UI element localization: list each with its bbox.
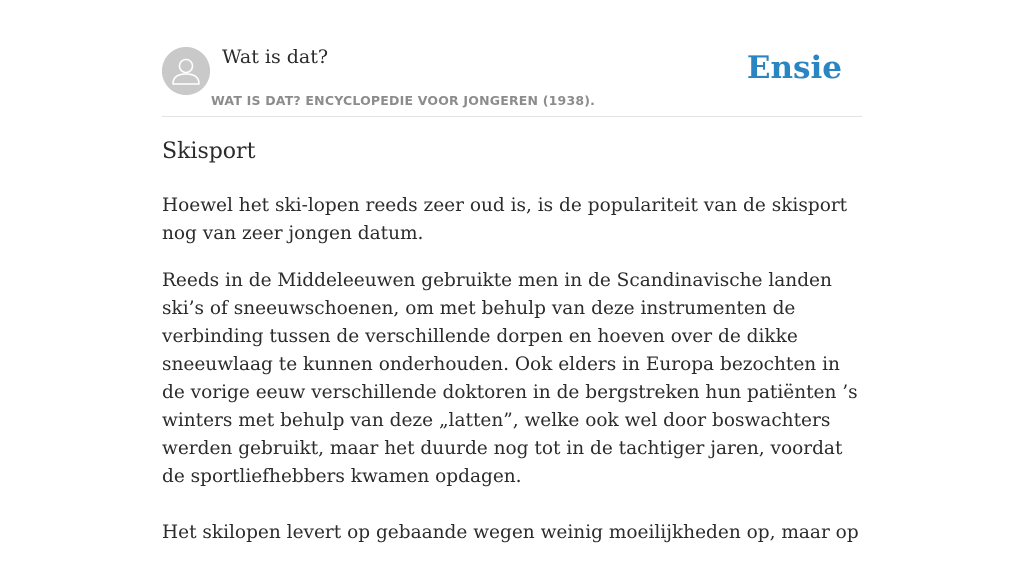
source-title[interactable]: Wat is dat?: [222, 46, 329, 68]
avatar[interactable]: [162, 47, 210, 95]
brand-logo[interactable]: Ensie: [746, 50, 842, 86]
user-icon: [162, 47, 210, 95]
article-body: [162, 192, 864, 566]
article-title: Skisport: [162, 139, 256, 164]
article-paragraph: Reeds in de Middeleeuwen gebruikte men in de Scandinavische landen ski’s of sneeuwschoenen, om met behulp van deze instrumenten de verbinding tussen de verschillende dorpen en hoeven over de dikke sneeuwlaag te kunnen onderhouden. Ook elders in Europa bezochten in de vorige eeuw verschillende doktoren in de bergstreken hun patiënten ’s winters met behulp van deze „latten”, welke ook wel door boswachters werden gebruikt, maar het duurde nog tot in de tachtiger jaren, voordat de sportliefhebbers kwamen opdagen.: [162, 270, 858, 487]
article-paragraph: Hoewel het ski-lopen reeds zeer oud is, is de populariteit van de skisport nog van zeer jongen datum.: [162, 195, 848, 244]
source-header: [162, 0, 862, 117]
source-subtitle: WAT IS DAT? ENCYCLOPEDIE VOOR JONGEREN (1938).: [211, 93, 596, 108]
page: [162, 0, 862, 543]
article-paragraph: Het skilopen levert op gebaande wegen weinig moeilijkheden op, maar op: [162, 522, 859, 543]
